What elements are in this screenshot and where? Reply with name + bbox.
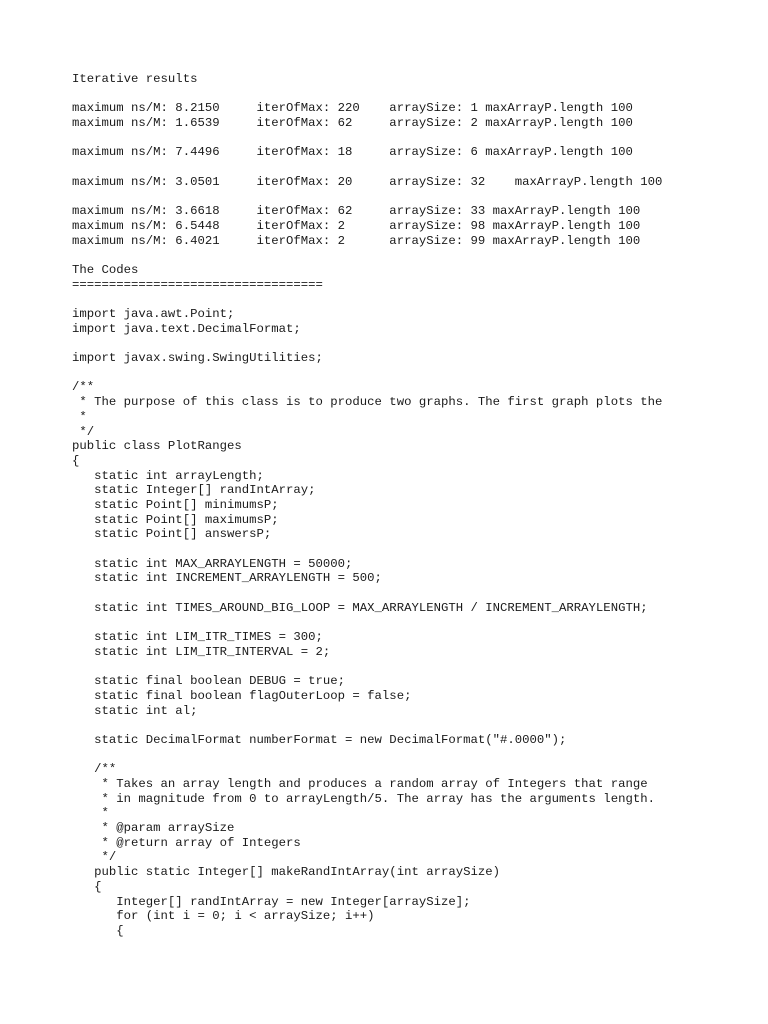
code-line xyxy=(72,542,752,557)
code-line xyxy=(72,336,752,351)
spacer xyxy=(72,131,752,146)
code-line: static Point[] maximumsP; xyxy=(72,512,279,527)
code-line: /** xyxy=(72,762,117,777)
code-line: */ xyxy=(72,850,117,865)
code-line: * xyxy=(72,806,109,821)
code-line: static final boolean flagOuterLoop = false; xyxy=(72,688,412,703)
results-group xyxy=(72,145,752,160)
code-line: * in magnitude from 0 to arrayLength/5. The array has the arguments length. xyxy=(72,791,655,806)
code-line: import javax.swing.SwingUtilities; xyxy=(72,351,323,366)
code-line: static int INCREMENT_ARRAYLENGTH = 500; xyxy=(72,571,382,586)
code-line: /** xyxy=(72,380,95,395)
result-line: maximum ns/M: 6.4021 iterOfMax: 2 arraySize: 99 maxArrayP.length 100 xyxy=(72,233,641,248)
code-line: import java.awt.Point; xyxy=(72,307,235,321)
document-page xyxy=(72,72,752,939)
code-line: static int LIM_ITR_TIMES = 300; xyxy=(72,630,323,645)
results-group xyxy=(72,204,752,248)
code-line xyxy=(72,660,752,675)
code-line: import java.text.DecimalFormat; xyxy=(72,321,301,336)
result-line: maximum ns/M: 7.4496 iterOfMax: 18 arraySize: 6 maxArrayP.length 100 xyxy=(72,145,633,160)
code-listing xyxy=(72,292,752,938)
result-line: maximum ns/M: 1.6539 iterOfMax: 62 arraySize: 2 maxArrayP.length 100 xyxy=(72,116,633,131)
code-line: { xyxy=(72,879,102,894)
code-line: * @return array of Integers xyxy=(72,835,301,850)
code-line: Integer[] randIntArray = new Integer[arraySize]; xyxy=(72,894,471,909)
code-line: static Point[] answersP; xyxy=(72,527,272,542)
code-line: static int arrayLength; xyxy=(72,468,264,483)
code-line: static int al; xyxy=(72,703,198,718)
code-line: public static Integer[] makeRandIntArray(int arraySize) xyxy=(72,865,501,880)
code-line: * The purpose of this class is to produce two graphs. The first graph plots the xyxy=(72,395,663,410)
code-line: { xyxy=(72,923,124,938)
code-line: { xyxy=(72,453,80,468)
result-line: maximum ns/M: 3.0501 iterOfMax: 20 arraySize: 32 maxArrayP.length 100 xyxy=(72,174,663,189)
result-line: maximum ns/M: 6.5448 iterOfMax: 2 arraySize: 98 maxArrayP.length 100 xyxy=(72,218,641,233)
code-line xyxy=(72,615,752,630)
spacer xyxy=(72,87,752,102)
code-line: public class PlotRanges xyxy=(72,439,242,454)
code-line: * @param arraySize xyxy=(72,821,235,836)
code-line: static int MAX_ARRAYLENGTH = 50000; xyxy=(72,556,353,571)
code-line: static DecimalFormat numberFormat = new DecimalFormat("#.0000"); xyxy=(72,732,567,747)
code-line xyxy=(72,748,752,763)
code-line: static Point[] minimumsP; xyxy=(72,497,279,512)
code-line: static int TIMES_AROUND_BIG_LOOP = MAX_ARRAYLENGTH / INCREMENT_ARRAYLENGTH; xyxy=(72,600,648,615)
spacer xyxy=(72,190,752,205)
results-group xyxy=(72,175,752,190)
results-group xyxy=(72,101,752,130)
code-line xyxy=(72,718,752,733)
code-line: static final boolean DEBUG = true; xyxy=(72,674,346,689)
code-line xyxy=(72,366,752,381)
result-line: maximum ns/M: 8.2150 iterOfMax: 220 arraySize: 1 maxArrayP.length 100 xyxy=(72,101,633,116)
result-line: maximum ns/M: 3.6618 iterOfMax: 62 arraySize: 33 maxArrayP.length 100 xyxy=(72,204,641,219)
code-line xyxy=(72,292,752,307)
codes-divider: ================================== xyxy=(72,277,323,292)
spacer xyxy=(72,248,752,263)
code-line: * Takes an array length and produces a random array of Integers that range xyxy=(72,777,648,791)
code-line: */ xyxy=(72,424,95,439)
code-line: * xyxy=(72,409,87,424)
code-line: static int LIM_ITR_INTERVAL = 2; xyxy=(72,644,331,659)
code-line: static Integer[] randIntArray; xyxy=(72,483,316,498)
code-line: for (int i = 0; i < arraySize; i++) xyxy=(72,909,375,924)
codes-heading: The Codes xyxy=(72,262,139,277)
code-line xyxy=(72,586,752,601)
results-heading: Iterative results xyxy=(72,72,198,86)
spacer xyxy=(72,160,752,175)
